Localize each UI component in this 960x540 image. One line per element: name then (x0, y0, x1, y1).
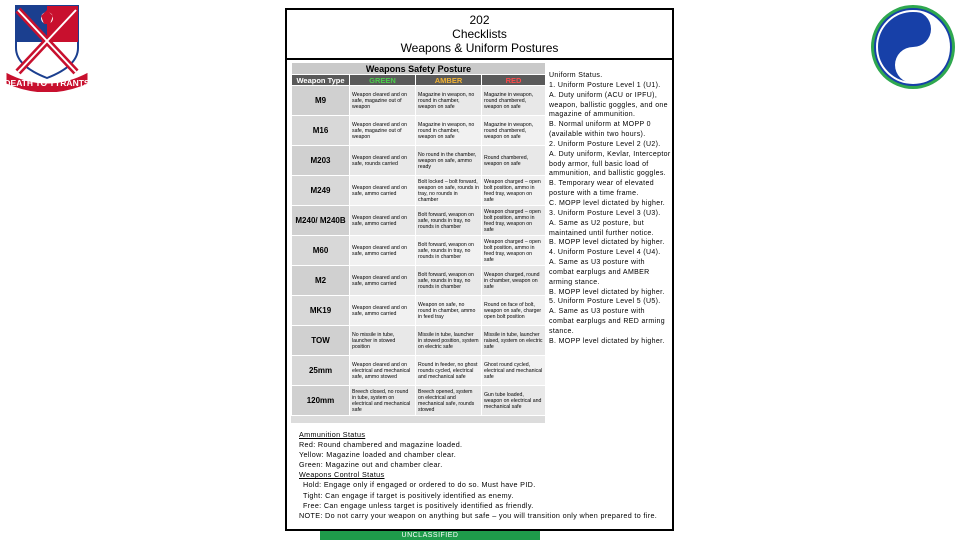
amber-cell: Magazine in weapon, no round in chamber, weapon on safe (416, 86, 482, 116)
uniform-status-line: A. Same as U3 posture with combat earplugs and RED arming stance. (549, 308, 665, 335)
red-cell: Missile in tube, launcher raised, system on electric safe (482, 326, 546, 356)
slide-heading: Checklists (452, 27, 507, 41)
control-line-hold: Hold: Engage only if engaged or ordered to do so. Must have PID. (303, 480, 536, 490)
table-row (292, 176, 546, 206)
weapon-type-cell: M240/ M240B (292, 206, 350, 236)
amber-cell: Missile in tube, launcher in stowed position, system on electric safe (416, 326, 482, 356)
table-row (292, 146, 546, 176)
amber-cell: Magazine in weapon, no round in chamber, weapon on safe (416, 116, 482, 146)
uniform-status-line: 1. Uniform Posture Level 1 (U1). (549, 81, 661, 89)
weapon-type-cell: TOW (292, 326, 350, 356)
uniform-status-line: B. Normal uniform at MOPP 0 (available within two hours). (549, 121, 651, 139)
uniform-status-line: A. Same as U2 posture, but maintained until further notice. (549, 219, 654, 237)
amber-cell: Bolt forward, weapon on safe, rounds in tray, no rounds in chamber (416, 206, 482, 236)
amber-cell: Bolt forward, weapon on safe, rounds in tray, no rounds in chamber (416, 266, 482, 296)
ammo-line-red: Red: Round chambered and magazine loaded. (299, 440, 463, 450)
weapon-type-cell: M9 (292, 86, 350, 116)
uniform-status-line: A. Same as U3 posture with combat earplugs and AMBER arming stance. (549, 259, 650, 286)
col-amber: AMBER (416, 75, 482, 86)
red-cell: Weapon charged – open bolt position, ammo in feed tray, weapon on safe (482, 176, 546, 206)
weapon-type-cell: M2 (292, 266, 350, 296)
green-cell: Breech closed, no round in tube, system on electrical and mechanical safe (350, 386, 416, 416)
table-row (292, 386, 546, 416)
uniform-status-line: B. MOPP level dictated by higher. (549, 337, 665, 345)
table-row (292, 206, 546, 236)
amber-cell: Weapon on safe, no round in chamber, ammo in feed tray (416, 296, 482, 326)
col-red: RED (482, 75, 546, 86)
green-cell: Weapon cleared and on safe, ammo carried (350, 296, 416, 326)
red-cell: Weapon charged – open bolt position, ammo in feed tray, weapon on safe (482, 236, 546, 266)
crest-motto: DEATH TO TYRANTS (4, 78, 90, 88)
uniform-status-list (549, 71, 671, 347)
amber-cell: No round in the chamber, weapon on safe, ammo ready (416, 146, 482, 176)
uniform-status-line: A. Duty uniform, Kevlar, Interceptor body armor, full basic load of ammunition, and ballistic goggles. (549, 150, 671, 178)
slide-subheading: Weapons & Uniform Postures (400, 41, 559, 55)
green-cell: Weapon cleared and on safe, magazine out of weapon (350, 86, 416, 116)
red-cell: Weapon charged – open bolt position, ammo in feed tray, weapon on safe (482, 206, 546, 236)
green-cell: Weapon cleared and on safe, magazine out of weapon (350, 116, 416, 146)
table-row (292, 296, 546, 326)
green-cell: Weapon cleared and on safe, ammo carried (350, 266, 416, 296)
table-row (292, 356, 546, 386)
uniform-status-line: B. MOPP level dictated by higher. (549, 239, 665, 247)
division-patch-logo (869, 3, 957, 91)
classification-banner: UNCLASSIFIED (320, 531, 540, 540)
ammo-line-yellow: Yellow: Magazine loaded and chamber clear. (299, 450, 457, 460)
table-row (292, 236, 546, 266)
uniform-status-line: B. MOPP level dictated by higher. (549, 288, 665, 296)
amber-cell: Breech opened, system on electrical and mechanical safe, rounds stowed (416, 386, 482, 416)
slide-title (287, 10, 672, 60)
amber-cell: Round in feeder, no ghost rounds cycled, electrical and mechanical safe (416, 356, 482, 386)
weapons-safety-table (291, 62, 545, 423)
slide-number: 202 (469, 13, 490, 27)
green-cell: Weapon cleared and on safe, ammo carried (350, 206, 416, 236)
control-line-tight: Tight: Can engage if target is positively identified as enemy. (303, 490, 514, 500)
green-cell: Weapon cleared and on electrical and mechanical safe, ammo stowed (350, 356, 416, 386)
red-cell: Weapon charged, round in chamber, weapon on safe (482, 266, 546, 296)
col-weapon-type: Weapon Type (292, 75, 350, 86)
status-notes (299, 430, 671, 521)
checklist-slide (285, 8, 674, 531)
table-row (292, 86, 546, 116)
table-caption: Weapons Safety Posture (292, 63, 546, 75)
uniform-status-line: 4. Uniform Posture Level 4 (U4). (549, 249, 661, 257)
uniform-status-line: Uniform Status. (549, 72, 603, 79)
amber-cell: Bolt forward, weapon on safe, rounds in tray, no rounds in chamber (416, 236, 482, 266)
uniform-status-line: B. Temporary wear of elevated posture with a time frame. (549, 180, 654, 198)
uniform-status-line: A. Duty uniform (ACU or IPFU), weapon, ballistic goggles, and one magazine of ammunition. (549, 91, 668, 119)
uniform-status-line: 2. Uniform Posture Level 2 (U2). (549, 140, 661, 148)
green-cell: Weapon cleared and on safe, ammo carried (350, 236, 416, 266)
table-row (292, 266, 546, 296)
weapon-type-cell: M16 (292, 116, 350, 146)
table-row (292, 326, 546, 356)
red-cell: Gun tube loaded, weapon on electrical and mechanical safe (482, 386, 546, 416)
red-cell: Round chambered, weapon on safe (482, 146, 546, 176)
carry-note: NOTE: Do not carry your weapon on anything but safe – you will transition only when prepared to fire. (299, 510, 658, 520)
uniform-status-line: 3. Uniform Posture Level 3 (U3). (549, 209, 661, 217)
red-cell: Ghost round cycled, electrical and mechanical safe (482, 356, 546, 386)
weapon-type-cell: M203 (292, 146, 350, 176)
green-cell: Weapon cleared and on safe, rounds carried (350, 146, 416, 176)
uniform-status-line: 5. Uniform Posture Level 5 (U5). (549, 298, 661, 306)
control-status-title: Weapons Control Status (299, 470, 385, 480)
green-cell: Weapon cleared and on safe, ammo carried (350, 176, 416, 206)
weapon-type-cell: 25mm (292, 356, 350, 386)
weapon-type-cell: MK19 (292, 296, 350, 326)
weapon-type-cell: M249 (292, 176, 350, 206)
col-green: GREEN (350, 75, 416, 86)
red-cell: Magazine in weapon, round chambered, weapon on safe (482, 116, 546, 146)
amber-cell: Bolt locked – bolt forward, weapon on safe, rounds in tray, no rounds in chamber (416, 176, 482, 206)
weapon-type-cell: 120mm (292, 386, 350, 416)
unit-crest-logo (4, 2, 90, 92)
weapon-type-cell: M60 (292, 236, 350, 266)
control-line-free: Free: Can engage unless target is positively identified as friendly. (303, 500, 534, 510)
red-cell: Round on face of bolt, weapon on safe, charger open bolt position (482, 296, 546, 326)
ammo-line-green: Green: Magazine out and chamber clear. (299, 460, 443, 470)
red-cell: Magazine in weapon, round chambered, weapon on safe (482, 86, 546, 116)
ammo-status-title: Ammunition Status (299, 430, 366, 439)
uniform-status-line: C. MOPP level dictated by higher. (549, 199, 666, 207)
table-row (292, 116, 546, 146)
green-cell: No missile in tube, launcher in stowed position (350, 326, 416, 356)
